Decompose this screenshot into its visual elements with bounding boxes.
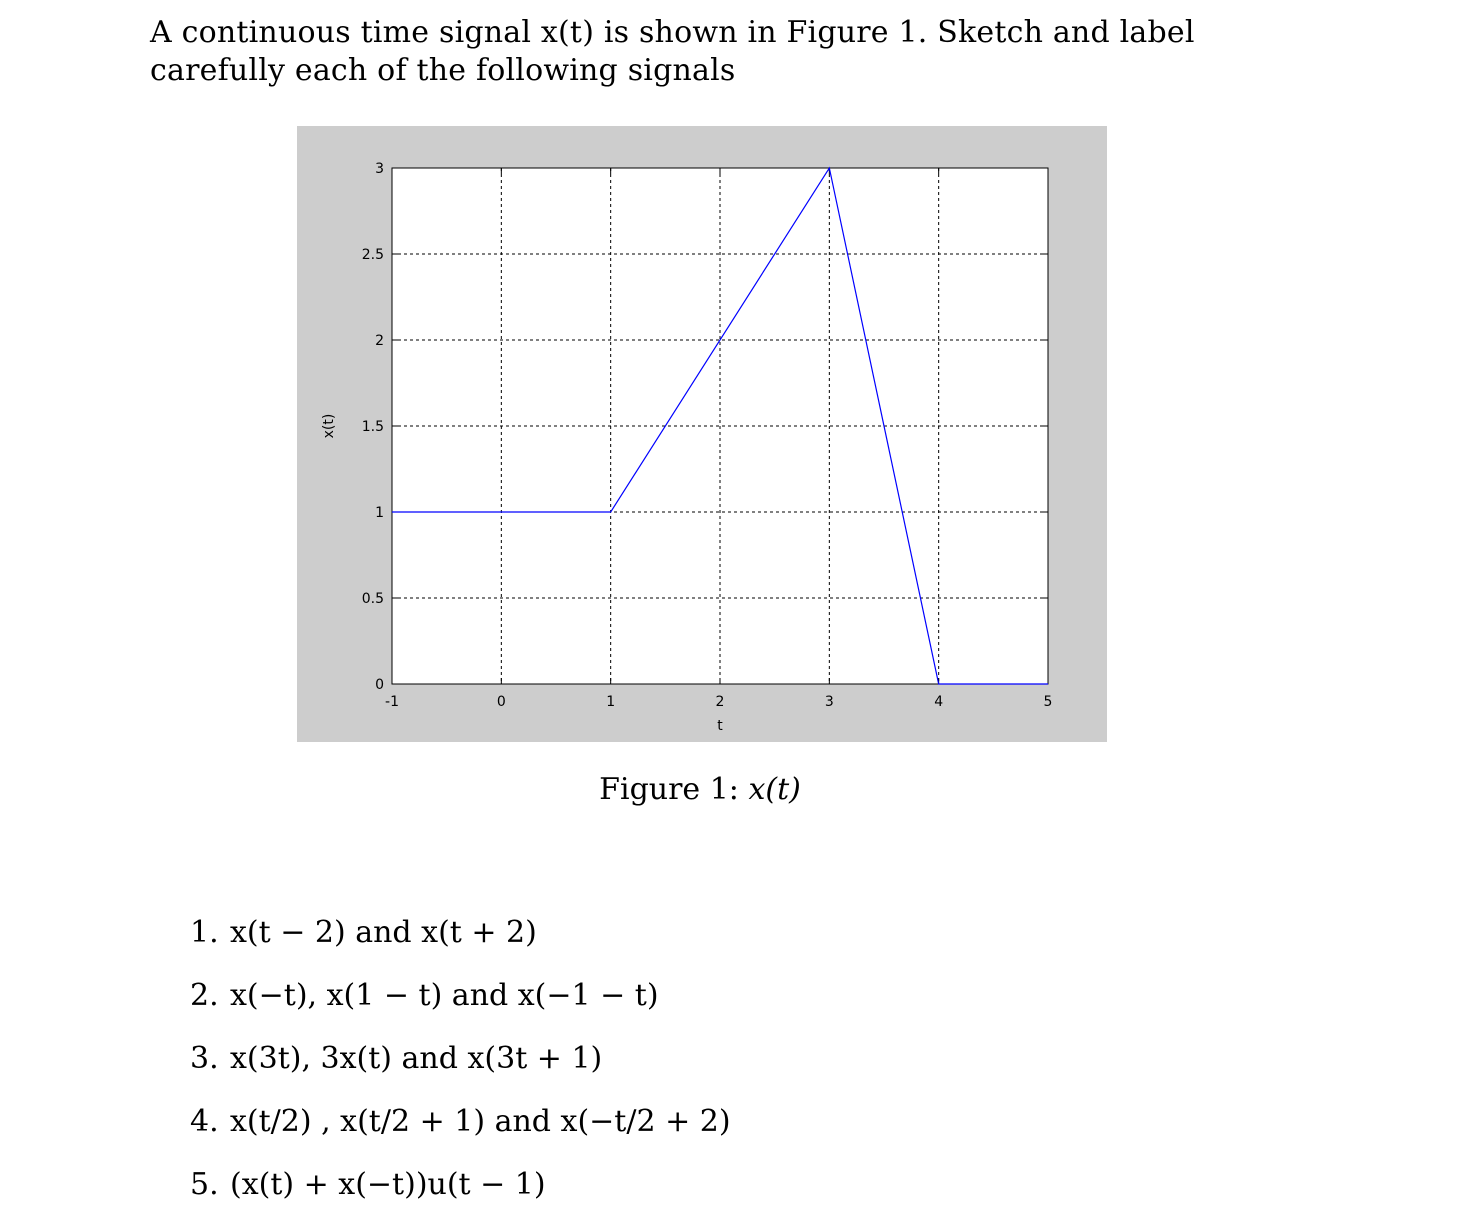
x-tick-label: 1 <box>606 694 615 710</box>
exercise-item <box>190 1101 731 1164</box>
y-tick-label: 1.5 <box>362 419 384 435</box>
x-tick-label: 4 <box>934 694 943 710</box>
y-tick-label: 2.5 <box>362 247 384 263</box>
exercise-number: 4. <box>190 1101 230 1143</box>
x-tick-label: 0 <box>497 694 506 710</box>
x-axis-label: t <box>717 718 723 734</box>
exercise-number: 2. <box>190 975 230 1017</box>
exercise-item <box>190 975 731 1038</box>
signal-chart <box>297 126 1107 742</box>
caption-math: x(t) <box>748 772 800 807</box>
exercise-text: x(t − 2) and x(t + 2) <box>230 915 537 950</box>
y-tick-label: 0 <box>375 677 384 693</box>
exercise-list <box>190 912 731 1227</box>
exercise-text: x(t/2) , x(t/2 + 1) and x(−t/2 + 2) <box>230 1104 731 1139</box>
problem-statement: A continuous time signal x(t) is shown in Figure 1. Sketch and label carefully each of the following signals <box>150 14 1300 90</box>
exercise-text: x(3t), 3x(t) and x(3t + 1) <box>230 1041 602 1076</box>
y-tick-label: 1 <box>375 505 384 521</box>
exercise-item <box>190 1038 731 1101</box>
figure-1-plot <box>297 126 1107 742</box>
y-tick-label: 2 <box>375 333 384 349</box>
exercise-number: 1. <box>190 912 230 954</box>
caption-prefix: Figure 1: <box>599 772 748 807</box>
x-tick-label: 5 <box>1044 694 1053 710</box>
exercise-text: x(−t), x(1 − t) and x(−1 − t) <box>230 978 659 1013</box>
exercise-text: (x(t) + x(−t))u(t − 1) <box>230 1167 546 1202</box>
x-tick-label: 2 <box>716 694 725 710</box>
x-tick-label: -1 <box>385 694 399 710</box>
y-axis-label: x(t) <box>321 414 337 439</box>
x-tick-label: 3 <box>825 694 834 710</box>
figure-caption <box>0 770 1400 810</box>
y-tick-label: 3 <box>375 161 384 177</box>
exercise-item <box>190 1164 731 1227</box>
exercise-item <box>190 912 731 975</box>
exercise-number: 3. <box>190 1038 230 1080</box>
exercise-number: 5. <box>190 1164 230 1206</box>
y-tick-label: 0.5 <box>362 591 384 607</box>
